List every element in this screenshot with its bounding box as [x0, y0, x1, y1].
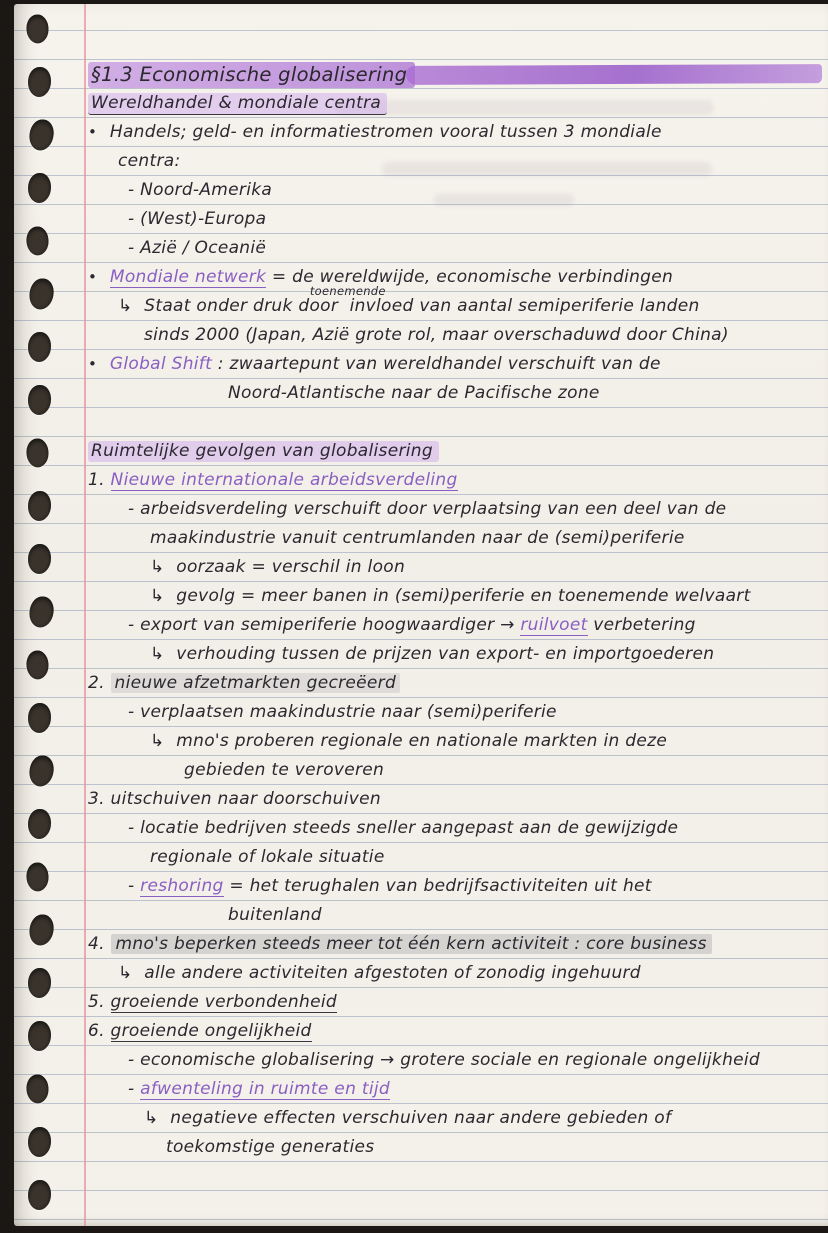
note-line [88, 756, 818, 785]
binder-hole [27, 118, 55, 152]
note-line [88, 60, 818, 89]
item-number: 2. [88, 673, 105, 693]
note-line [88, 1133, 818, 1162]
binder-hole [28, 809, 51, 839]
dash: - [128, 876, 135, 896]
binder-hole [28, 332, 51, 362]
note-text: - export van semiperiferie hoogwaardiger → [128, 615, 515, 635]
hook-arrow-icon: ↳ [150, 644, 165, 664]
note-text: - economische globalisering → grotere sociale en regionale ongelijkheid [128, 1050, 761, 1070]
note-line [88, 321, 818, 350]
note-line [88, 814, 818, 843]
item-number: 5. [88, 992, 105, 1012]
hook-arrow-icon: ↳ [150, 586, 165, 606]
note-text: - verplaatsen maakindustrie naar (semi)periferie [128, 702, 557, 722]
note-text: negatieve effecten verschuiven naar andere gebieden of [170, 1108, 672, 1128]
note-line [88, 988, 818, 1017]
note-text: = het terughalen van bedrijfsactiviteiten uit het [229, 876, 652, 896]
note-line [88, 234, 818, 263]
note-text: regionale of lokale situatie [150, 847, 385, 867]
note-line [88, 263, 818, 292]
note-line [88, 350, 818, 379]
bullet-icon: • [88, 123, 98, 141]
binder-hole [28, 1127, 51, 1157]
note-line [88, 785, 818, 814]
key-term: Mondiale netwerk [109, 267, 267, 287]
item-title: uitschuiven naar doorschuiven [110, 789, 381, 809]
notes-content [88, 60, 818, 1162]
bullet-icon: • [88, 268, 98, 286]
page-title: §1.3 Economische globalisering [91, 63, 408, 86]
note-text: Staat onder druk door [144, 296, 339, 316]
dash: - [128, 1079, 135, 1099]
key-term: afwenteling in ruimte en tijd [140, 1079, 390, 1099]
binder-hole [28, 67, 51, 97]
item-title: mno's beperken steeds meer tot één kern activiteit : core business [111, 934, 712, 954]
note-line [88, 284, 818, 321]
note-line [88, 1075, 818, 1104]
note-line [88, 118, 818, 147]
note-line [88, 930, 818, 959]
item-title: groeiende verbondenheid [110, 992, 337, 1012]
note-text: - Azië / Oceanië [128, 238, 267, 258]
note-line [88, 437, 818, 466]
title-highlight [88, 62, 415, 88]
note-line [88, 611, 818, 640]
binder-hole [28, 385, 51, 415]
note-line [88, 727, 818, 756]
note-line [88, 1017, 818, 1046]
note-text: centra: [118, 151, 181, 171]
binder-hole [27, 277, 55, 311]
binder-hole [27, 913, 55, 947]
item-number: 1. [88, 470, 105, 490]
note-line [88, 698, 818, 727]
item-number: 4. [88, 934, 105, 954]
note-line [88, 466, 818, 495]
note-text: buitenland [228, 905, 322, 925]
note-line [88, 640, 818, 669]
note-text: toekomstige generaties [166, 1137, 375, 1157]
note-text: oorzaak = verschil in loon [176, 557, 406, 577]
note-text: mno's proberen regionale en nationale markten in deze [176, 731, 668, 751]
binder-hole [28, 491, 51, 521]
item-title: Nieuwe internationale arbeidsverdeling [110, 470, 458, 490]
note-line [88, 553, 818, 582]
note-line [88, 205, 818, 234]
note-text: gevolg = meer banen in (semi)periferie en toenemende welvaart [176, 586, 751, 606]
note-text: gebieden te veroveren [184, 760, 385, 780]
note-line [88, 89, 818, 118]
note-text: verbetering [593, 615, 696, 635]
binder-hole [28, 968, 51, 998]
binder-holes [22, 4, 56, 1226]
binder-hole [25, 862, 50, 893]
item-number: 3. [88, 789, 105, 809]
note-text: Noord-Atlantische naar de Pacifische zone [228, 383, 600, 403]
binder-hole [28, 173, 51, 203]
hook-arrow-icon: ↳ [144, 1108, 159, 1128]
note-line [88, 379, 818, 408]
note-text: alle andere activiteiten afgestoten of zonodig ingehuurd [144, 963, 641, 983]
blank-line [88, 408, 818, 437]
note-line [88, 959, 818, 988]
highlighter-streak [406, 64, 822, 85]
binder-hole [25, 1074, 50, 1105]
note-text: : zwaartepunt van wereldhandel verschuift van de [217, 354, 661, 374]
note-line [88, 669, 818, 698]
inserted-word: toenemende [309, 284, 386, 298]
item-title: nieuwe afzetmarkten gecreëerd [111, 673, 401, 693]
item-number: 6. [88, 1021, 105, 1041]
binder-hole [28, 544, 51, 574]
binder-hole [28, 1021, 51, 1051]
note-line [88, 495, 818, 524]
bullet-icon: • [88, 355, 98, 373]
note-text: sinds 2000 (Japan, Azië grote rol, maar overschaduwd door China) [144, 325, 729, 345]
note-line [88, 582, 818, 611]
note-text: Handels; geld- en informatiestromen vooral tussen 3 mondiale [109, 122, 662, 142]
hook-arrow-icon: ↳ [150, 557, 165, 577]
note-line [88, 901, 818, 930]
hook-arrow-icon: ↳ [150, 731, 165, 751]
note-text: - locatie bedrijven steeds sneller aangepast aan de gewijzigde [128, 818, 679, 838]
binder-hole [25, 650, 50, 681]
binder-hole [27, 595, 55, 629]
binder-hole [27, 754, 55, 788]
margin-line [84, 4, 86, 1226]
note-text: invloed van aantal semiperiferie landen [349, 296, 700, 316]
note-line [88, 524, 818, 553]
note-line [88, 1104, 818, 1133]
note-text: - (West)-Europa [128, 209, 267, 229]
hook-arrow-icon: ↳ [118, 296, 133, 316]
note-text: - Noord-Amerika [128, 180, 273, 200]
note-text: = de wereldwijde, economische verbindingen [271, 267, 674, 287]
item-title: groeiende ongelijkheid [110, 1021, 312, 1041]
hook-arrow-icon: ↳ [118, 963, 133, 983]
binder-hole [25, 14, 50, 45]
note-line [88, 147, 818, 176]
note-line [88, 1046, 818, 1075]
section-heading: Ruimtelijke gevolgen van globalisering [88, 441, 439, 462]
note-text: verhouding tussen de prijzen van export- en importgoederen [176, 644, 715, 664]
key-term: ruilvoet [520, 615, 588, 635]
binder-hole [25, 226, 50, 257]
note-text: - arbeidsverdeling verschuift door verplaatsing van een deel van de [128, 499, 727, 519]
note-line [88, 843, 818, 872]
key-term: reshoring [140, 876, 224, 896]
key-term: Global Shift [109, 354, 213, 374]
notebook-page [14, 4, 828, 1226]
note-text: maakindustrie vanuit centrumlanden naar de (semi)periferie [150, 528, 685, 548]
binder-hole [28, 1180, 51, 1210]
section-heading: Wereldhandel & mondiale centra [88, 93, 387, 115]
note-line [88, 872, 818, 901]
binder-hole [25, 438, 50, 469]
binder-hole [28, 703, 51, 733]
note-line [88, 176, 818, 205]
